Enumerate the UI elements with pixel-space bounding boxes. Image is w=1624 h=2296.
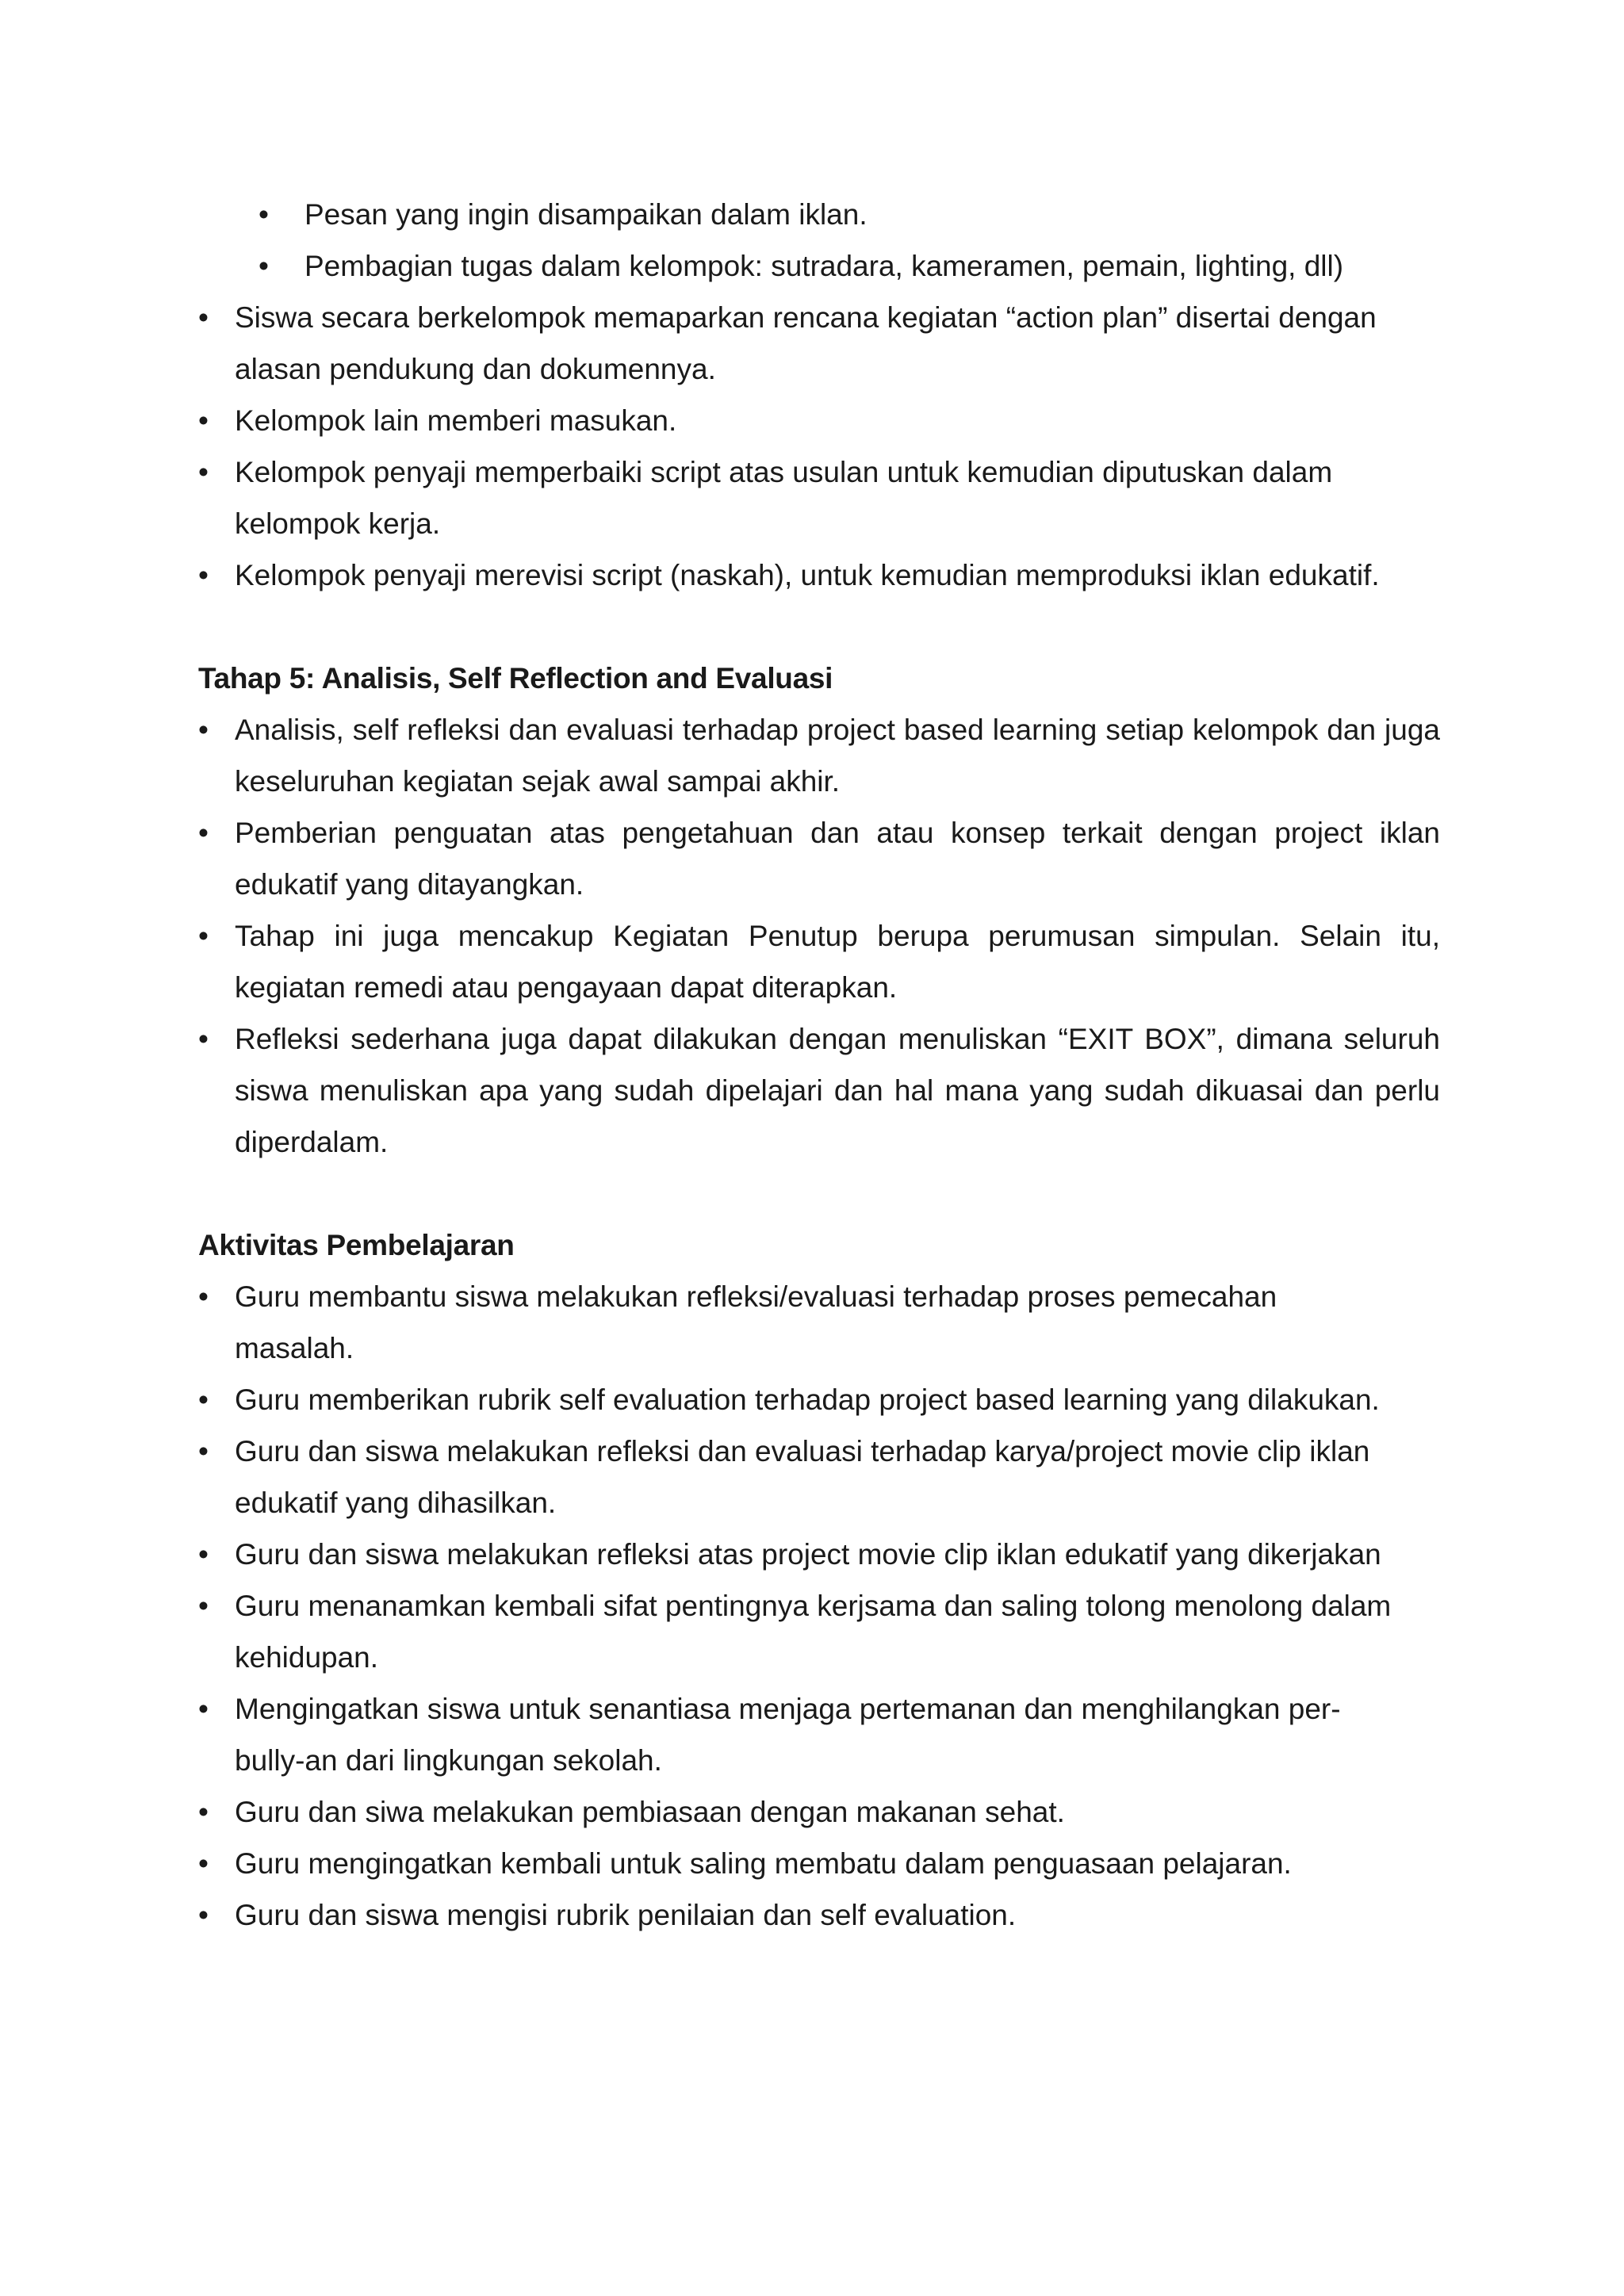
bullet-item: • Guru dan siswa mengisi rubrik penilaian dan self evaluation. — [197, 1889, 1440, 1941]
bullet-item: • Guru menanamkan kembali sifat pentingnya kerjsama dan saling tolong menolong dalam kehidupan. — [197, 1580, 1440, 1683]
bullet-item: • Siswa secara berkelompok memaparkan rencana kegiatan “action plan” disertai dengan alasan pendukung dan dokumennya. — [197, 292, 1440, 395]
bullet-item: • Guru dan siwa melakukan pembiasaan dengan makanan sehat. — [197, 1786, 1440, 1838]
bullet-item: • Kelompok lain memberi masukan. — [197, 395, 1440, 446]
bullet-item: • Kelompok penyaji memperbaiki script atas usulan untuk kemudian diputuskan dalam kelompok kerja. — [197, 446, 1440, 549]
page-content — [197, 189, 1440, 1941]
bullet-item: • Refleksi sederhana juga dapat dilakukan dengan menuliskan “EXIT BOX”, dimana seluruh siswa menuliskan apa yang sudah dipelajari dan hal mana yang sudah dikuasai dan perlu diperdalam. — [197, 1013, 1440, 1168]
bullet-item: • Guru membantu siswa melakukan refleksi/evaluasi terhadap proses pemecahan masalah. — [197, 1271, 1440, 1374]
bullet-item: • Pemberian penguatan atas pengetahuan dan atau konsep terkait dengan project iklan edukatif yang ditayangkan. — [197, 807, 1440, 910]
bullet-item: • Guru memberikan rubrik self evaluation terhadap project based learning yang dilakukan. — [197, 1374, 1440, 1425]
bullet-item: • Mengingatkan siswa untuk senantiasa menjaga pertemanan dan menghilangkan per-bully-an dari lingkungan sekolah. — [197, 1683, 1440, 1786]
sub-bullet-item: • Pesan yang ingin disampaikan dalam iklan. — [255, 189, 1440, 240]
sub-bullet-list — [197, 189, 1440, 292]
bullet-item: • Guru dan siswa melakukan refleksi dan evaluasi terhadap karya/project movie clip iklan edukatif yang dihasilkan. — [197, 1425, 1440, 1529]
section-heading-tahap-5: Tahap 5: Analisis, Self Reflection and Evaluasi — [198, 662, 833, 695]
bullet-list-tahap-5 — [197, 704, 1440, 1168]
sub-bullet-item: • Pembagian tugas dalam kelompok: sutradara, kameramen, pemain, lighting, dll) — [255, 240, 1440, 292]
bullet-item: • Analisis, self refleksi dan evaluasi terhadap project based learning setiap kelompok dan juga keseluruhan kegiatan sejak awal sampai akhir. — [197, 704, 1440, 807]
section-heading-aktivitas: Aktivitas Pembelajaran — [198, 1229, 515, 1261]
bullet-item: • Kelompok penyaji merevisi script (naskah), untuk kemudian memproduksi iklan edukatif. — [197, 549, 1440, 601]
bullet-list-action-plan — [197, 292, 1440, 601]
bullet-item: • Tahap ini juga mencakup Kegiatan Penutup berupa perumusan simpulan. Selain itu, kegiatan remedi atau pengayaan dapat diterapkan. — [197, 910, 1440, 1013]
bullet-item: • Guru dan siswa melakukan refleksi atas project movie clip iklan edukatif yang dikerjakan — [197, 1529, 1440, 1580]
bullet-item: • Guru mengingatkan kembali untuk saling membatu dalam penguasaan pelajaran. — [197, 1838, 1440, 1889]
bullet-list-aktivitas — [197, 1271, 1440, 1941]
